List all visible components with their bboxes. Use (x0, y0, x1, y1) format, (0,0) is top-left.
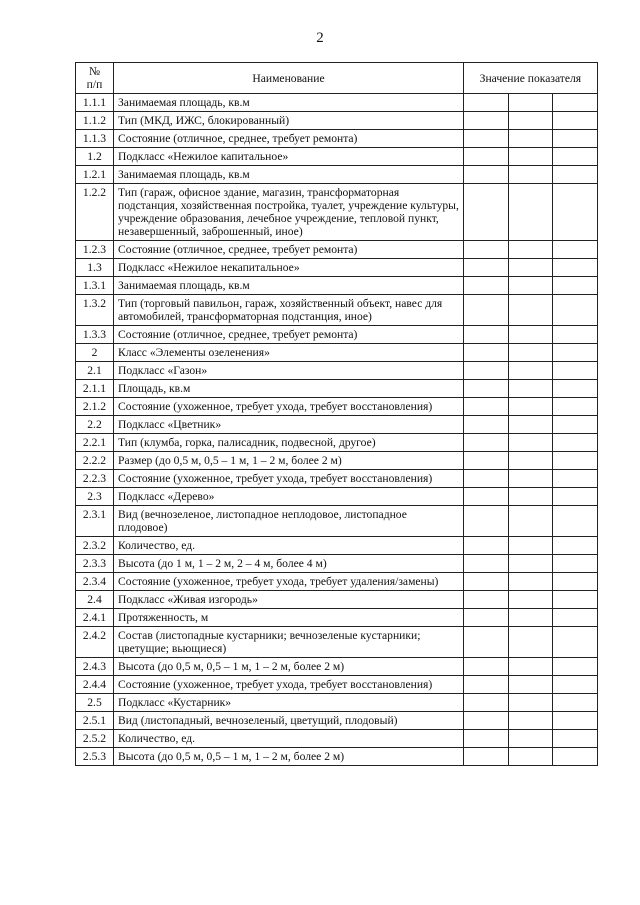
value-cell (553, 380, 598, 398)
value-cell (508, 398, 553, 416)
value-cell (553, 537, 598, 555)
value-cell (464, 694, 509, 712)
row-name: Состояние (ухоженное, требует ухода, требует восстановления) (114, 676, 464, 694)
row-number: 1.2.2 (76, 184, 114, 241)
row-number: 2.2.3 (76, 470, 114, 488)
table-section-row (76, 362, 598, 380)
row-name: Подкласс «Газон» (114, 362, 464, 380)
indicators-table (75, 62, 598, 766)
row-number: 2.4.4 (76, 676, 114, 694)
row-number: 2.5 (76, 694, 114, 712)
row-number: 2.4.1 (76, 609, 114, 627)
row-name: Количество, ед. (114, 537, 464, 555)
table-row (76, 184, 598, 241)
row-name: Площадь, кв.м (114, 380, 464, 398)
value-cell (508, 730, 553, 748)
table-section-row (76, 488, 598, 506)
table-row (76, 470, 598, 488)
value-cell (508, 676, 553, 694)
value-cell (464, 488, 509, 506)
table-row (76, 506, 598, 537)
value-cell (464, 416, 509, 434)
value-cell (464, 148, 509, 166)
value-cell (508, 112, 553, 130)
row-name: Протяженность, м (114, 609, 464, 627)
row-name: Занимаемая площадь, кв.м (114, 277, 464, 295)
value-cell (464, 241, 509, 259)
value-cell (464, 344, 509, 362)
value-cell (508, 130, 553, 148)
value-cell (464, 112, 509, 130)
row-name: Состояние (ухоженное, требует ухода, требует восстановления) (114, 470, 464, 488)
value-cell (464, 748, 509, 766)
row-number: 1.2 (76, 148, 114, 166)
value-cell (508, 470, 553, 488)
value-cell (553, 555, 598, 573)
row-name: Высота (до 0,5 м, 0,5 – 1 м, 1 – 2 м, более 2 м) (114, 658, 464, 676)
value-cell (553, 730, 598, 748)
table-row (76, 627, 598, 658)
table-row (76, 712, 598, 730)
row-number: 1.3.2 (76, 295, 114, 326)
value-cell (553, 488, 598, 506)
value-cell (553, 452, 598, 470)
row-number: 2.5.2 (76, 730, 114, 748)
value-cell (553, 748, 598, 766)
table-section-row (76, 591, 598, 609)
table-section-row (76, 148, 598, 166)
row-number: 2.5.3 (76, 748, 114, 766)
row-name: Высота (до 1 м, 1 – 2 м, 2 – 4 м, более 4 м) (114, 555, 464, 573)
row-name: Тип (гараж, офисное здание, магазин, трансформаторная подстанция, хозяйственная постройка, туалет, учреждение культуры, учреждение образования, лечебное учреждение, тепловой пункт, незавершенный, заброшенный, иное) (114, 184, 464, 241)
value-cell (508, 277, 553, 295)
value-cell (553, 573, 598, 591)
row-name: Состав (листопадные кустарники; вечнозеленые кустарники; цветущие; вьющиеся) (114, 627, 464, 658)
table-row (76, 398, 598, 416)
value-cell (464, 130, 509, 148)
row-number: 1.2.3 (76, 241, 114, 259)
value-cell (553, 344, 598, 362)
value-cell (553, 277, 598, 295)
table-header-row (76, 63, 598, 94)
value-cell (553, 712, 598, 730)
column-header-name: Наименование (114, 63, 464, 94)
table-row (76, 658, 598, 676)
row-name: Тип (МКД, ИЖС, блокированный) (114, 112, 464, 130)
value-cell (464, 537, 509, 555)
table-row (76, 537, 598, 555)
row-name: Вид (вечнозеленое, листопадное неплодовое, листопадное плодовое) (114, 506, 464, 537)
row-number: 2.3.2 (76, 537, 114, 555)
value-cell (508, 627, 553, 658)
row-name: Высота (до 0,5 м, 0,5 – 1 м, 1 – 2 м, более 2 м) (114, 748, 464, 766)
row-number: 2.1.2 (76, 398, 114, 416)
value-cell (508, 591, 553, 609)
value-cell (508, 326, 553, 344)
value-cell (464, 609, 509, 627)
table-section-row (76, 344, 598, 362)
row-number: 2.2 (76, 416, 114, 434)
table-row (76, 730, 598, 748)
value-cell (464, 166, 509, 184)
value-cell (553, 434, 598, 452)
value-cell (553, 184, 598, 241)
value-cell (508, 573, 553, 591)
value-cell (508, 295, 553, 326)
value-cell (464, 398, 509, 416)
row-number: 2.1 (76, 362, 114, 380)
table-section-row (76, 259, 598, 277)
value-cell (553, 148, 598, 166)
value-cell (464, 470, 509, 488)
table-row (76, 130, 598, 148)
table-row (76, 277, 598, 295)
value-cell (464, 627, 509, 658)
value-cell (464, 259, 509, 277)
value-cell (553, 94, 598, 112)
value-cell (508, 555, 553, 573)
row-number: 1.3 (76, 259, 114, 277)
value-cell (508, 488, 553, 506)
table-row (76, 609, 598, 627)
value-cell (464, 434, 509, 452)
table-section-row (76, 694, 598, 712)
row-number: 1.2.1 (76, 166, 114, 184)
row-name: Состояние (отличное, среднее, требует ремонта) (114, 241, 464, 259)
table-row (76, 166, 598, 184)
value-cell (553, 627, 598, 658)
table-row (76, 748, 598, 766)
row-name: Состояние (отличное, среднее, требует ремонта) (114, 130, 464, 148)
table-row (76, 295, 598, 326)
value-cell (464, 184, 509, 241)
value-cell (553, 166, 598, 184)
value-cell (553, 506, 598, 537)
value-cell (553, 470, 598, 488)
value-cell (464, 326, 509, 344)
row-number: 2.4.2 (76, 627, 114, 658)
value-cell (464, 295, 509, 326)
table-row (76, 452, 598, 470)
value-cell (508, 748, 553, 766)
row-name: Подкласс «Нежилое капитальное» (114, 148, 464, 166)
value-cell (553, 295, 598, 326)
value-cell (508, 184, 553, 241)
value-cell (508, 416, 553, 434)
table-section-row (76, 416, 598, 434)
value-cell (464, 658, 509, 676)
row-name: Занимаемая площадь, кв.м (114, 94, 464, 112)
table-row (76, 573, 598, 591)
value-cell (508, 712, 553, 730)
value-cell (464, 555, 509, 573)
row-name: Класс «Элементы озеленения» (114, 344, 464, 362)
value-cell (553, 130, 598, 148)
column-header-value: Значение показателя (464, 63, 598, 94)
value-cell (508, 380, 553, 398)
value-cell (508, 344, 553, 362)
value-cell (508, 609, 553, 627)
value-cell (464, 94, 509, 112)
value-cell (553, 398, 598, 416)
page-number: 2 (316, 30, 324, 46)
row-name: Состояние (ухоженное, требует ухода, требует восстановления) (114, 398, 464, 416)
row-number: 2.2.1 (76, 434, 114, 452)
value-cell (508, 537, 553, 555)
row-name: Размер (до 0,5 м, 0,5 – 1 м, 1 – 2 м, более 2 м) (114, 452, 464, 470)
column-header-number-line1: № (88, 65, 101, 78)
value-cell (508, 506, 553, 537)
table-body (76, 94, 598, 766)
value-cell (464, 712, 509, 730)
value-cell (464, 591, 509, 609)
row-name: Вид (листопадный, вечнозеленый, цветущий, плодовый) (114, 712, 464, 730)
table-row (76, 380, 598, 398)
row-number: 2.3.3 (76, 555, 114, 573)
row-name: Подкласс «Живая изгородь» (114, 591, 464, 609)
row-number: 1.1.1 (76, 94, 114, 112)
row-number: 2.5.1 (76, 712, 114, 730)
column-header-number (76, 63, 114, 94)
value-cell (553, 609, 598, 627)
row-number: 2.4 (76, 591, 114, 609)
value-cell (553, 658, 598, 676)
value-cell (553, 676, 598, 694)
row-number: 1.3.3 (76, 326, 114, 344)
value-cell (553, 591, 598, 609)
row-name: Подкласс «Нежилое некапитальное» (114, 259, 464, 277)
value-cell (508, 241, 553, 259)
row-number: 2.1.1 (76, 380, 114, 398)
row-number: 1.3.1 (76, 277, 114, 295)
row-name: Подкласс «Дерево» (114, 488, 464, 506)
value-cell (508, 452, 553, 470)
row-name: Состояние (ухоженное, требует ухода, требует удаления/замены) (114, 573, 464, 591)
row-number: 2 (76, 344, 114, 362)
value-cell (508, 259, 553, 277)
row-name: Тип (клумба, горка, палисадник, подвесной, другое) (114, 434, 464, 452)
value-cell (553, 326, 598, 344)
row-number: 2.3.4 (76, 573, 114, 591)
value-cell (464, 573, 509, 591)
row-number: 1.1.2 (76, 112, 114, 130)
row-name: Тип (торговый павильон, гараж, хозяйственный объект, навес для автомобилей, трансформаторная подстанция, иное) (114, 295, 464, 326)
value-cell (553, 416, 598, 434)
value-cell (553, 112, 598, 130)
value-cell (464, 730, 509, 748)
row-number: 2.3 (76, 488, 114, 506)
value-cell (464, 676, 509, 694)
value-cell (508, 94, 553, 112)
value-cell (553, 241, 598, 259)
value-cell (508, 434, 553, 452)
row-number: 2.2.2 (76, 452, 114, 470)
table-row (76, 676, 598, 694)
table-row (76, 326, 598, 344)
value-cell (508, 694, 553, 712)
value-cell (553, 362, 598, 380)
value-cell (508, 362, 553, 380)
value-cell (464, 277, 509, 295)
value-cell (508, 148, 553, 166)
value-cell (464, 362, 509, 380)
row-name: Подкласс «Цветник» (114, 416, 464, 434)
row-name: Количество, ед. (114, 730, 464, 748)
row-name: Состояние (отличное, среднее, требует ремонта) (114, 326, 464, 344)
row-number: 2.4.3 (76, 658, 114, 676)
table-row (76, 112, 598, 130)
table-row (76, 94, 598, 112)
value-cell (464, 380, 509, 398)
value-cell (508, 166, 553, 184)
row-number: 2.3.1 (76, 506, 114, 537)
table-row (76, 241, 598, 259)
row-name: Занимаемая площадь, кв.м (114, 166, 464, 184)
value-cell (508, 658, 553, 676)
value-cell (464, 506, 509, 537)
column-header-number-line2: п/п (86, 78, 103, 91)
value-cell (464, 452, 509, 470)
value-cell (553, 259, 598, 277)
value-cell (553, 694, 598, 712)
row-name: Подкласс «Кустарник» (114, 694, 464, 712)
row-number: 1.1.3 (76, 130, 114, 148)
table-row (76, 555, 598, 573)
table-row (76, 434, 598, 452)
